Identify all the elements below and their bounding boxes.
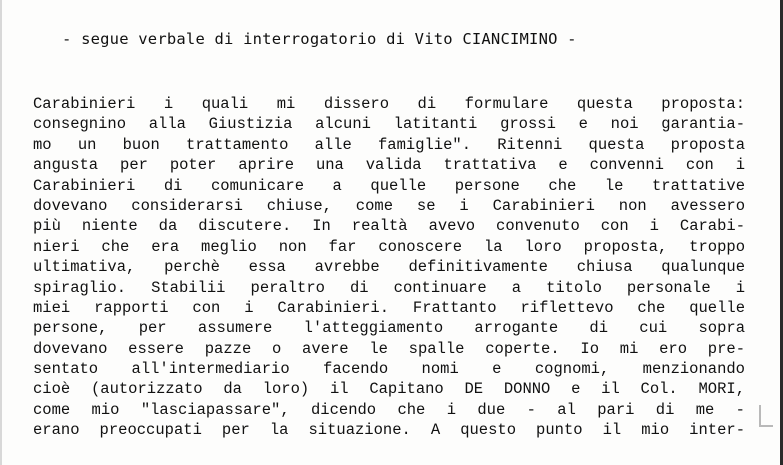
text-line: erano preoccupati per la situazione. A questo punto il mio inter- <box>33 421 745 440</box>
text-line: come mio "lasciapassare", dicendo che i due - al pari di me - <box>33 400 745 419</box>
text-line: Carabinieri di comunicare a quelle persone che le trattative <box>33 176 745 195</box>
text-line: spiraglio. Stabilii peraltro di continuare a titolo personale i <box>33 278 745 297</box>
text-line: nieri che era meglio non far conoscere la loro proposta, troppo <box>33 237 745 256</box>
document-heading: - segue verbale di interrogatorio di Vito CIANCIMINO - <box>62 30 577 48</box>
text-line: mo un buon trattamento alle famiglie". Ritenni questa proposta <box>33 135 745 154</box>
document-body <box>33 94 745 441</box>
text-line: miei rapporti con i Carabinieri. Frattanto riflettevo che quelle <box>33 298 745 317</box>
text-line: Carabinieri i quali mi dissero di formulare questa proposta: <box>33 95 745 113</box>
text-line: sentato all'intermediario facendo nomi e cognomi, menzionando <box>33 360 745 379</box>
text-line: consegnino alla Giustizia alcuni latitanti grossi e noi garantia- <box>33 115 745 134</box>
text-line: più niente da discutere. In realtà avevo convenuto con i Carabi- <box>33 217 745 236</box>
text-line: ultimativa, perchè essa avrebbe definitivamente chiusa qualunque <box>33 258 745 277</box>
text-line: angusta per poter aprire una valida trattativa e convenni con i <box>33 156 745 175</box>
text-line: dovevano considerarsi chiuse, come se i Carabinieri non avessero <box>33 196 745 215</box>
text-line: persone, per assumere l'atteggiamento arrogante di cui sopra <box>33 319 745 338</box>
text-line: cioè (autorizzato da loro) il Capitano DE DONNO e il Col. MORI, <box>33 380 745 399</box>
margin-scan-mark <box>759 405 773 427</box>
page-edge-left <box>0 0 2 465</box>
text-line: dovevano essere pazze o avere le spalle coperte. Io mi ero pre- <box>33 339 745 358</box>
